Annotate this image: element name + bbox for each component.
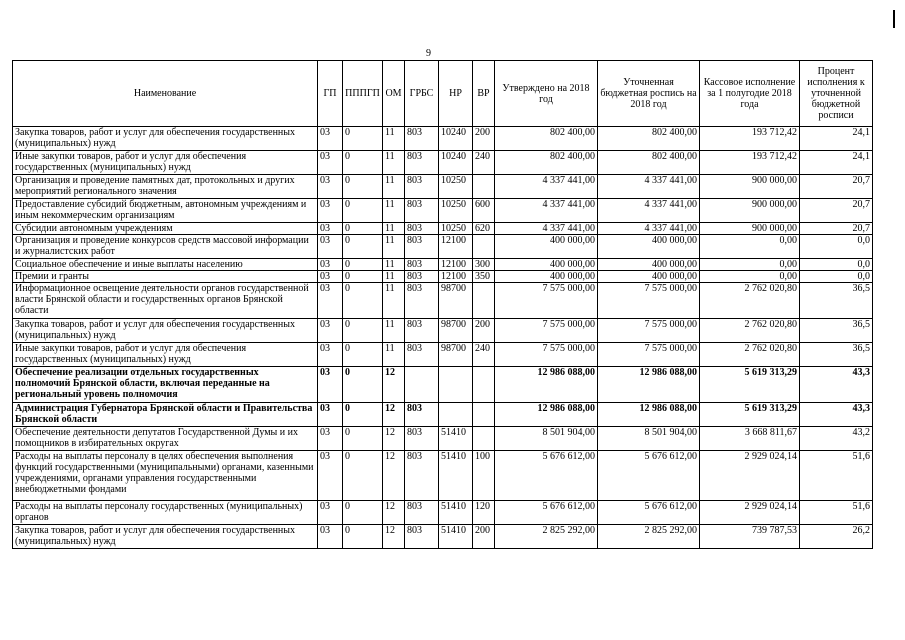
cash-cell: 0,00 <box>700 259 800 271</box>
vr-cell <box>473 283 495 319</box>
percent-cell: 24,1 <box>800 127 873 151</box>
vr-cell: 620 <box>473 223 495 235</box>
om-cell: 11 <box>383 235 405 259</box>
percent-cell: 24,1 <box>800 151 873 175</box>
gp-cell: 03 <box>318 235 343 259</box>
vr-cell <box>473 175 495 199</box>
name-cell: Закупка товаров, работ и услуг для обеспечения государственных (муниципальных) нужд <box>13 127 318 151</box>
vr-cell <box>473 427 495 451</box>
col-header-grbs: ГРБС <box>405 61 439 127</box>
percent-cell: 20,7 <box>800 223 873 235</box>
approved-cell: 400 000,00 <box>495 271 598 283</box>
name-cell: Иные закупки товаров, работ и услуг для обеспечения государственных (муниципальных) нужд <box>13 343 318 367</box>
approved-cell: 12 986 088,00 <box>495 403 598 427</box>
vr-cell: 240 <box>473 343 495 367</box>
name-cell: Премии и гранты <box>13 271 318 283</box>
pppgp-cell: 0 <box>343 319 383 343</box>
grbs-cell: 803 <box>405 175 439 199</box>
grbs-cell: 803 <box>405 525 439 549</box>
nr-cell: 51410 <box>439 501 473 525</box>
om-cell: 12 <box>383 367 405 403</box>
name-cell: Закупка товаров, работ и услуг для обеспечения государственных (муниципальных) нужд <box>13 319 318 343</box>
gp-cell: 03 <box>318 403 343 427</box>
nr-cell: 10250 <box>439 223 473 235</box>
cash-cell: 193 712,42 <box>700 151 800 175</box>
percent-cell: 36,5 <box>800 319 873 343</box>
percent-cell: 43,3 <box>800 367 873 403</box>
col-header-nr: НР <box>439 61 473 127</box>
col-header-gp: ГП <box>318 61 343 127</box>
cash-cell: 5 619 313,29 <box>700 367 800 403</box>
nr-cell: 98700 <box>439 283 473 319</box>
cash-cell: 900 000,00 <box>700 223 800 235</box>
vr-cell <box>473 235 495 259</box>
refined-cell: 2 825 292,00 <box>598 525 700 549</box>
percent-cell: 26,2 <box>800 525 873 549</box>
name-cell: Иные закупки товаров, работ и услуг для обеспечения государственных (муниципальных) нужд <box>13 151 318 175</box>
grbs-cell: 803 <box>405 451 439 501</box>
cash-cell: 0,00 <box>700 271 800 283</box>
gp-cell: 03 <box>318 283 343 319</box>
pppgp-cell: 0 <box>343 235 383 259</box>
table-row <box>13 525 873 549</box>
pppgp-cell: 0 <box>343 367 383 403</box>
grbs-cell: 803 <box>405 223 439 235</box>
vr-cell: 200 <box>473 319 495 343</box>
gp-cell: 03 <box>318 271 343 283</box>
om-cell: 11 <box>383 199 405 223</box>
pppgp-cell: 0 <box>343 403 383 427</box>
percent-cell: 36,5 <box>800 283 873 319</box>
refined-cell: 802 400,00 <box>598 127 700 151</box>
refined-cell: 7 575 000,00 <box>598 283 700 319</box>
table-row <box>13 319 873 343</box>
pppgp-cell: 0 <box>343 223 383 235</box>
pppgp-cell: 0 <box>343 271 383 283</box>
col-header-om: ОМ <box>383 61 405 127</box>
refined-cell: 4 337 441,00 <box>598 175 700 199</box>
vr-cell: 240 <box>473 151 495 175</box>
grbs-cell: 803 <box>405 151 439 175</box>
gp-cell: 03 <box>318 259 343 271</box>
gp-cell: 03 <box>318 127 343 151</box>
pppgp-cell: 0 <box>343 175 383 199</box>
om-cell: 11 <box>383 127 405 151</box>
grbs-cell: 803 <box>405 403 439 427</box>
cash-cell: 0,00 <box>700 235 800 259</box>
name-cell: Обеспечение реализации отдельных государственных полномочий Брянской области, включая переданные на региональный уровень полномочия <box>13 367 318 403</box>
vr-cell: 120 <box>473 501 495 525</box>
pppgp-cell: 0 <box>343 451 383 501</box>
approved-cell: 12 986 088,00 <box>495 367 598 403</box>
om-cell: 11 <box>383 223 405 235</box>
cash-cell: 2 762 020,80 <box>700 343 800 367</box>
cash-cell: 2 929 024,14 <box>700 501 800 525</box>
refined-cell: 8 501 904,00 <box>598 427 700 451</box>
pppgp-cell: 0 <box>343 427 383 451</box>
name-cell: Расходы на выплаты персоналу государственных (муниципальных) органов <box>13 501 318 525</box>
table-body <box>13 127 873 549</box>
om-cell: 11 <box>383 283 405 319</box>
header-row <box>13 61 873 127</box>
cash-cell: 3 668 811,67 <box>700 427 800 451</box>
approved-cell: 8 501 904,00 <box>495 427 598 451</box>
refined-cell: 12 986 088,00 <box>598 367 700 403</box>
nr-cell: 12100 <box>439 271 473 283</box>
refined-cell: 12 986 088,00 <box>598 403 700 427</box>
gp-cell: 03 <box>318 367 343 403</box>
col-header-name: Наименование <box>13 61 318 127</box>
gp-cell: 03 <box>318 501 343 525</box>
refined-cell: 5 676 612,00 <box>598 451 700 501</box>
cash-cell: 739 787,53 <box>700 525 800 549</box>
vr-cell: 600 <box>473 199 495 223</box>
approved-cell: 400 000,00 <box>495 235 598 259</box>
table-row <box>13 271 873 283</box>
grbs-cell <box>405 367 439 403</box>
refined-cell: 7 575 000,00 <box>598 319 700 343</box>
pppgp-cell: 0 <box>343 151 383 175</box>
name-cell: Организация и проведение конкурсов средств массовой информации и журналистских работ <box>13 235 318 259</box>
percent-cell: 51,6 <box>800 451 873 501</box>
cash-cell: 2 762 020,80 <box>700 283 800 319</box>
table-row <box>13 451 873 501</box>
percent-cell: 43,2 <box>800 427 873 451</box>
approved-cell: 400 000,00 <box>495 259 598 271</box>
nr-cell: 98700 <box>439 343 473 367</box>
table-row <box>13 127 873 151</box>
nr-cell: 10240 <box>439 127 473 151</box>
grbs-cell: 803 <box>405 283 439 319</box>
vr-cell: 300 <box>473 259 495 271</box>
cash-cell: 2 762 020,80 <box>700 319 800 343</box>
grbs-cell: 803 <box>405 271 439 283</box>
nr-cell: 98700 <box>439 319 473 343</box>
nr-cell: 51410 <box>439 427 473 451</box>
table-row <box>13 367 873 403</box>
approved-cell: 4 337 441,00 <box>495 223 598 235</box>
refined-cell: 4 337 441,00 <box>598 199 700 223</box>
percent-cell: 0,0 <box>800 259 873 271</box>
table-row <box>13 283 873 319</box>
approved-cell: 7 575 000,00 <box>495 283 598 319</box>
om-cell: 12 <box>383 501 405 525</box>
nr-cell <box>439 403 473 427</box>
om-cell: 12 <box>383 525 405 549</box>
name-cell: Администрация Губернатора Брянской области и Правительства Брянской области <box>13 403 318 427</box>
col-header-approved: Утверждено на 2018 год <box>495 61 598 127</box>
cash-cell: 900 000,00 <box>700 175 800 199</box>
percent-cell: 43,3 <box>800 403 873 427</box>
col-header-pppgp: ПППГП <box>343 61 383 127</box>
refined-cell: 4 337 441,00 <box>598 223 700 235</box>
gp-cell: 03 <box>318 151 343 175</box>
gp-cell: 03 <box>318 525 343 549</box>
om-cell: 11 <box>383 175 405 199</box>
name-cell: Расходы на выплаты персоналу в целях обеспечения выполнения функций государственными (муниципальными) органами, казенными учреждениями, органами управления государственными внебюджетными фондами <box>13 451 318 501</box>
table-row <box>13 403 873 427</box>
gp-cell: 03 <box>318 451 343 501</box>
percent-cell: 51,6 <box>800 501 873 525</box>
gp-cell: 03 <box>318 343 343 367</box>
page-number: 9 <box>426 48 431 59</box>
refined-cell: 5 676 612,00 <box>598 501 700 525</box>
vr-cell: 200 <box>473 525 495 549</box>
name-cell: Предоставление субсидий бюджетным, автономным учреждениям и иным некоммерческим организациям <box>13 199 318 223</box>
gp-cell: 03 <box>318 319 343 343</box>
col-header-cash: Кассовое исполнение за 1 полугодие 2018 года <box>700 61 800 127</box>
nr-cell: 12100 <box>439 259 473 271</box>
cash-cell: 193 712,42 <box>700 127 800 151</box>
vr-cell <box>473 367 495 403</box>
approved-cell: 802 400,00 <box>495 127 598 151</box>
table-row <box>13 259 873 271</box>
pppgp-cell: 0 <box>343 283 383 319</box>
table-row <box>13 427 873 451</box>
gp-cell: 03 <box>318 175 343 199</box>
grbs-cell: 803 <box>405 501 439 525</box>
vr-cell: 100 <box>473 451 495 501</box>
om-cell: 12 <box>383 427 405 451</box>
nr-cell <box>439 367 473 403</box>
refined-cell: 802 400,00 <box>598 151 700 175</box>
cash-cell: 2 929 024,14 <box>700 451 800 501</box>
refined-cell: 7 575 000,00 <box>598 343 700 367</box>
table-row <box>13 501 873 525</box>
om-cell: 11 <box>383 271 405 283</box>
table-row <box>13 223 873 235</box>
gp-cell: 03 <box>318 223 343 235</box>
table-row <box>13 235 873 259</box>
pppgp-cell: 0 <box>343 127 383 151</box>
cash-cell: 5 619 313,29 <box>700 403 800 427</box>
approved-cell: 2 825 292,00 <box>495 525 598 549</box>
percent-cell: 36,5 <box>800 343 873 367</box>
percent-cell: 0,0 <box>800 271 873 283</box>
grbs-cell: 803 <box>405 199 439 223</box>
pppgp-cell: 0 <box>343 343 383 367</box>
name-cell: Закупка товаров, работ и услуг для обеспечения государственных (муниципальных) нужд <box>13 525 318 549</box>
pppgp-cell: 0 <box>343 259 383 271</box>
nr-cell: 10250 <box>439 175 473 199</box>
vr-cell <box>473 403 495 427</box>
om-cell: 12 <box>383 403 405 427</box>
nr-cell: 51410 <box>439 451 473 501</box>
pppgp-cell: 0 <box>343 501 383 525</box>
nr-cell: 10240 <box>439 151 473 175</box>
name-cell: Информационное освещение деятельности органов государственной власти Брянской области и государственных органов Брянской области <box>13 283 318 319</box>
grbs-cell: 803 <box>405 427 439 451</box>
grbs-cell: 803 <box>405 235 439 259</box>
om-cell: 11 <box>383 259 405 271</box>
col-header-percent: Процент исполнения к уточненной бюджетной росписи <box>800 61 873 127</box>
col-header-refined: Уточненная бюджетная роспись на 2018 год <box>598 61 700 127</box>
pppgp-cell: 0 <box>343 199 383 223</box>
approved-cell: 4 337 441,00 <box>495 199 598 223</box>
nr-cell: 12100 <box>439 235 473 259</box>
pppgp-cell: 0 <box>343 525 383 549</box>
percent-cell: 20,7 <box>800 175 873 199</box>
refined-cell: 400 000,00 <box>598 235 700 259</box>
budget-table <box>12 60 873 549</box>
name-cell: Субсидии автономным учреждениям <box>13 223 318 235</box>
approved-cell: 7 575 000,00 <box>495 343 598 367</box>
vr-cell: 350 <box>473 271 495 283</box>
nr-cell: 10250 <box>439 199 473 223</box>
refined-cell: 400 000,00 <box>598 271 700 283</box>
vr-cell: 200 <box>473 127 495 151</box>
approved-cell: 5 676 612,00 <box>495 451 598 501</box>
om-cell: 12 <box>383 451 405 501</box>
percent-cell: 20,7 <box>800 199 873 223</box>
om-cell: 11 <box>383 343 405 367</box>
nr-cell: 51410 <box>439 525 473 549</box>
edge-mark <box>893 10 895 28</box>
table-row <box>13 199 873 223</box>
approved-cell: 7 575 000,00 <box>495 319 598 343</box>
grbs-cell: 803 <box>405 319 439 343</box>
table-row <box>13 343 873 367</box>
table-row <box>13 151 873 175</box>
name-cell: Организация и проведение памятных дат, протокольных и других мероприятий регионального значения <box>13 175 318 199</box>
om-cell: 11 <box>383 151 405 175</box>
approved-cell: 802 400,00 <box>495 151 598 175</box>
percent-cell: 0,0 <box>800 235 873 259</box>
om-cell: 11 <box>383 319 405 343</box>
refined-cell: 400 000,00 <box>598 259 700 271</box>
grbs-cell: 803 <box>405 259 439 271</box>
cash-cell: 900 000,00 <box>700 199 800 223</box>
gp-cell: 03 <box>318 199 343 223</box>
approved-cell: 4 337 441,00 <box>495 175 598 199</box>
gp-cell: 03 <box>318 427 343 451</box>
table-row <box>13 175 873 199</box>
name-cell: Социальное обеспечение и иные выплаты населению <box>13 259 318 271</box>
grbs-cell: 803 <box>405 343 439 367</box>
grbs-cell: 803 <box>405 127 439 151</box>
name-cell: Обеспечение деятельности депутатов Государственной Думы и их помощников в избирательных округах <box>13 427 318 451</box>
col-header-vr: ВР <box>473 61 495 127</box>
approved-cell: 5 676 612,00 <box>495 501 598 525</box>
